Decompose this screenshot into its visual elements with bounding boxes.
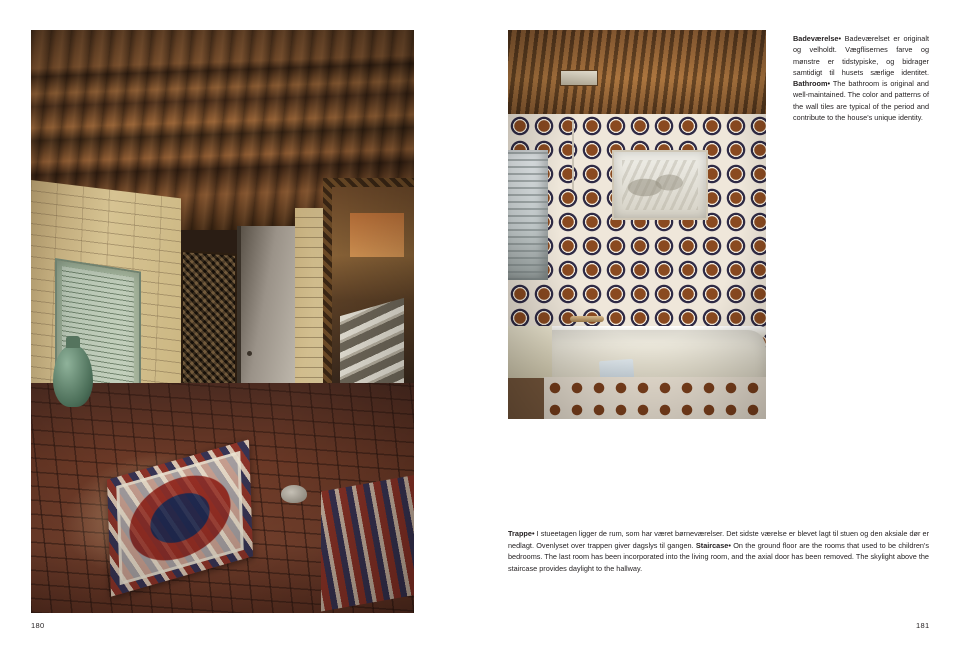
bathroom-lower-tile-band xyxy=(544,377,766,419)
caption-bullet: • xyxy=(728,540,731,550)
hallway-rug-back xyxy=(321,475,414,612)
caption-bullet: • xyxy=(838,34,841,43)
caption-staircase-term-da: Trappe xyxy=(508,529,532,538)
caption-bathroom-text-en: The bathroom is original and well-maintained. The color and patterns of the wall tiles are typical of the period and contribute to the house's unique identity. xyxy=(793,79,929,123)
bathroom-shower-rod xyxy=(572,120,574,190)
page-number-right: 181 xyxy=(916,621,930,630)
bathroom-relief-panel xyxy=(612,150,708,220)
bathroom-window xyxy=(508,150,548,280)
caption-staircase-text-da: I stueetagen ligger de rum, som har været børneværelser. Det sidste værelse er blevet lagt til stuen og den aksiale dør er nedlagt. Ovenlyset over trappen giver dagslys til gangen. xyxy=(508,529,929,550)
hallway-floor-object xyxy=(281,485,307,503)
caption-bullet: • xyxy=(827,79,831,89)
caption-bullet: • xyxy=(531,529,535,538)
mirror-window-light xyxy=(350,213,404,257)
hallway-carved-wall-panel xyxy=(181,250,237,400)
caption-bathroom-text-da: Badeværelset er originalt og velholdt. Vægflisernes farve og mønstre er tidstypiske, og bidrager samtidigt til husets særlige identitet. xyxy=(793,34,930,77)
photo-bathroom xyxy=(508,30,766,419)
hallway-green-jar xyxy=(53,345,93,407)
bathtub-tap-icon xyxy=(570,316,604,322)
caption-bathroom-term-da: Badeværelse xyxy=(793,34,839,43)
page-number-left: 180 xyxy=(31,621,45,630)
caption-bathroom xyxy=(793,33,929,123)
caption-staircase-text-en: On the ground floor are the rooms that used to be children's bedrooms. The last room has been incorporated into the living room, and the axial door has been removed. The skylight above the staircase provides daylight to the hallway. xyxy=(508,540,929,574)
caption-staircase xyxy=(508,528,929,575)
caption-staircase-term-en: Staircase xyxy=(695,540,729,550)
bathroom-ceiling-light xyxy=(560,70,598,86)
bathroom-tub-ledge xyxy=(508,326,552,378)
caption-bathroom-term-en: Bathroom xyxy=(793,79,828,89)
photo-hallway xyxy=(31,30,414,613)
door-knob-icon xyxy=(247,351,252,356)
bathroom-wood-ceiling xyxy=(508,30,766,118)
